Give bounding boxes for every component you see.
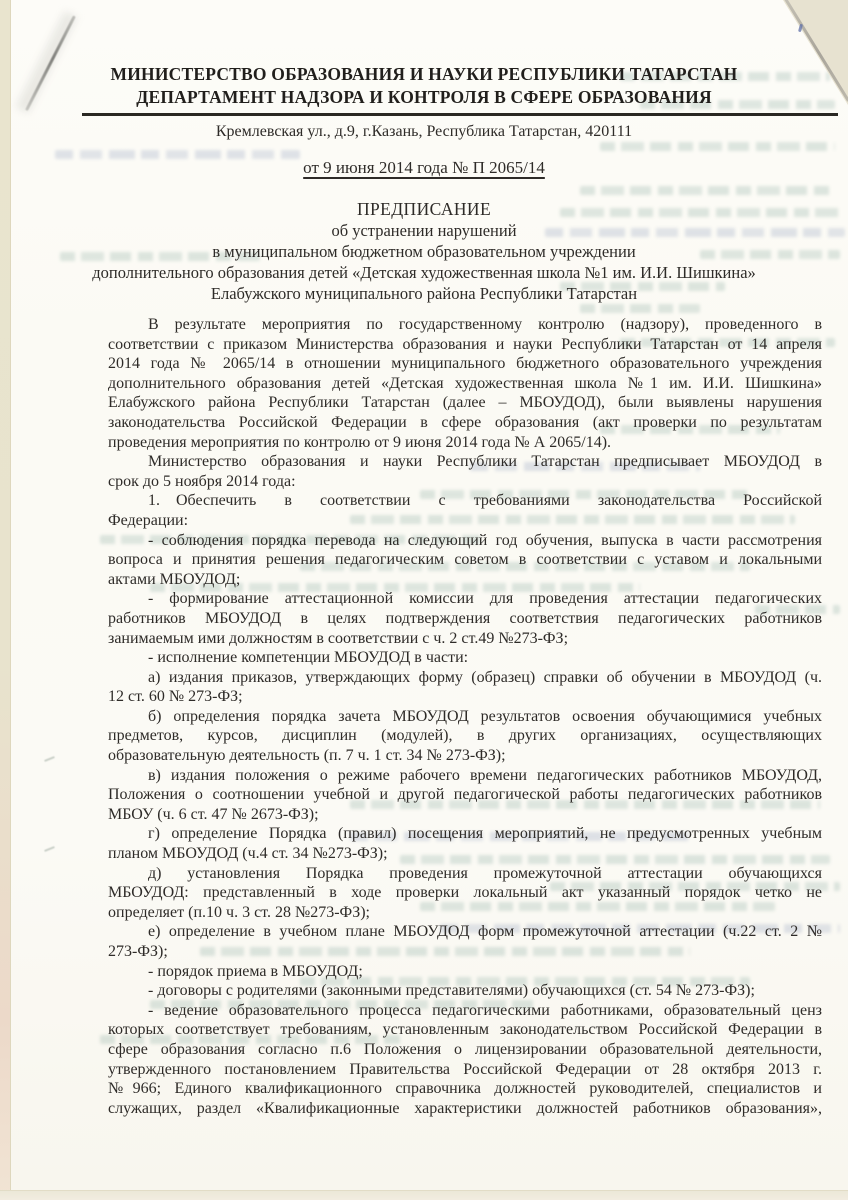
text-line: вопроса и принятия решения педагогическим советом в соответствии с уставом и локальными: [108, 551, 822, 569]
doc-subtitle-line: дополнительного образования детей «Детская художественная школа №1 им. И.И. Шишкина»: [92, 263, 756, 282]
text-line: Елабужского района Республики Татарстан (далее – МБОУДОД), были выявлены нарушения: [108, 394, 822, 412]
body-paragraph: [108, 1001, 822, 1119]
text-line: В результате мероприятия по государственному контролю (надзору), проведенного в: [148, 316, 822, 333]
text-line: соответствии с приказом Министерства образования и науки Республики Татарстан от 14 апреля: [108, 335, 822, 353]
body-paragraph: [108, 962, 822, 982]
text-line: служащих, раздел «Квалификационные характеристики должностей работников образования»,: [108, 1099, 822, 1117]
text-line: е) определение в учебном плане МБОУДОД форм промежуточной аттестации (ч.22 ст. 2 №: [148, 923, 822, 941]
doc-number-line: от 9 июня 2014 года № П 2065/14: [303, 158, 545, 177]
org-name-line1: МИНИСТЕРСТВО ОБРАЗОВАНИЯ И НАУКИ РЕСПУБЛИКИ ТАТАРСТАН: [110, 64, 738, 84]
text-line: срок до 5 ноября 2014 года:: [108, 472, 296, 490]
margin-tick: [44, 756, 55, 762]
text-line: законодательства Российской Федерации в сфере образования (акт проверки по результатам: [108, 413, 822, 431]
text-line: Положения о соотношении учебной и другой педагогической работы педагогических работников: [108, 786, 822, 804]
body-paragraph: [108, 668, 822, 707]
text-line: б) определения порядка зачета МБОУДОД результатов освоения обучающимися учебных: [148, 707, 822, 725]
text-line: 273-ФЗ);: [108, 943, 168, 960]
text-line: МБОУДОД: представленный в ходе проверки локальный акт указанный порядок четко не: [108, 884, 822, 902]
org-name-line2: ДЕПАРТАМЕНТ НАДЗОРА И КОНТРОЛЯ В СФЕРЕ ОБРАЗОВАНИЯ: [136, 87, 712, 107]
text-line: планом МБОУДОД (ч.4 ст. 34 №273-ФЗ);: [108, 845, 388, 863]
doc-subtitle-line: об устранении нарушений: [331, 221, 517, 240]
text-line: образовательную деятельность (п. 7 ч. 1 ст. 34 № 273-ФЗ);: [108, 747, 506, 765]
text-line: - исполнение компетенции МБОУДОД в части:: [148, 649, 469, 667]
text-line: проведения мероприятия по контролю от 9 июня 2014 года № А 2065/14).: [108, 433, 612, 451]
text-line: которых соответствует требованиям, установленным законодательством Российской Федерации в: [108, 1021, 822, 1039]
text-line: 1. Обеспечить в соответствии с требованиями законодательства Российской: [148, 492, 822, 510]
body-paragraph: [108, 864, 822, 923]
text-line: 12 ст. 60 № 273-ФЗ;: [108, 688, 243, 706]
body-paragraph: [108, 824, 822, 863]
body-paragraph: [108, 648, 822, 668]
bleed-through-artifact: [580, 304, 700, 313]
text-line: утвержденного постановлением Правительства Российской Федерации от 28 октября 2013 г.: [108, 1060, 822, 1078]
text-line: №966; Единого квалификационного справочника должностей руководителей, специалистов и: [108, 1080, 822, 1098]
text-line: сфере образования согласно п.6 Положения о лицензировании образовательной деятельности,: [108, 1040, 822, 1058]
text-line: - порядок приема в МБОУДОД;: [148, 962, 363, 980]
body-paragraph: [108, 531, 822, 590]
body-paragraph: [108, 981, 822, 1001]
body-paragraph: [108, 766, 822, 825]
text-line: - ведение образовательного процесса педагогическими работниками, образовательный ценз: [148, 1001, 822, 1019]
text-line: актами МБОУДОД;: [108, 570, 241, 588]
document-body: [108, 315, 822, 1118]
text-line: д) установления Порядка проведения промежуточной аттестации обучающихся: [148, 864, 822, 882]
body-paragraph: [108, 315, 822, 452]
text-line: - соблюдения порядка перевода на следующий год обучения, выпуска в части рассмотрения: [148, 531, 822, 549]
text-line: - договоры с родителями (законными представителями) обучающихся (ст. 54 № 273-ФЗ);: [148, 982, 755, 1000]
doc-subtitle-line: в муниципальном бюджетном образовательном учреждении: [212, 242, 636, 261]
text-line: занимаемым ими должностям в соответствии с ч. 2 ст.49 №273-ФЗ;: [108, 629, 569, 647]
margin-tick: [44, 846, 55, 852]
text-line: дополнительного образования детей «Детская художественная школа №1 им. И.И. Шишкина»: [108, 374, 822, 392]
text-line: г) определение Порядка (правил) посещения мероприятий, не предусмотренных учебным: [148, 825, 822, 843]
text-line: предметов, курсов, дисциплин (модулей), в других организациях, осуществляющих: [108, 727, 822, 745]
body-paragraph: [108, 589, 822, 648]
letterhead: [0, 0, 848, 304]
letterhead-address: Кремлевская ул., д.9, г.Казань, Республика Татарстан, 420111: [215, 123, 633, 140]
text-line: в) издания положения о режиме рабочего времени педагогических работников МБОУДОД,: [148, 766, 822, 784]
text-line: Министерство образования и науки Республики Татарстан предписывает МБОУДОД в: [148, 453, 822, 471]
text-line: Федерации:: [108, 511, 189, 529]
letterhead-rule: [82, 113, 838, 116]
body-paragraph: [108, 452, 822, 491]
scanner-edge-bottom: [0, 1190, 848, 1200]
text-line: а) издания приказов, утверждающих форму (образец) справки об обучении в МБОУДОД (ч.: [148, 668, 822, 686]
text-line: 2014 года № 2065/14 в отношении муниципального бюджетного образовательного учреждения: [108, 355, 822, 373]
body-paragraph: [108, 922, 822, 961]
text-line: определяет (п.10 ч. 3 ст. 28 №273-ФЗ);: [108, 903, 370, 921]
text-line: - формирование аттестационной комиссии для проведения аттестации педагогических: [148, 590, 822, 608]
text-line: работников МБОУДОД в целях подтверждения соответствия педагогических работников: [108, 609, 822, 627]
doc-title: ПРЕДПИСАНИЕ: [356, 199, 492, 219]
doc-subtitle-line: Елабужского муниципального района Республики Татарстан: [210, 284, 638, 303]
body-paragraph: [108, 707, 822, 766]
body-paragraph: [108, 491, 822, 530]
text-line: МБОУ (ч. 6 ст. 47 № 2673-ФЗ);: [108, 805, 319, 823]
